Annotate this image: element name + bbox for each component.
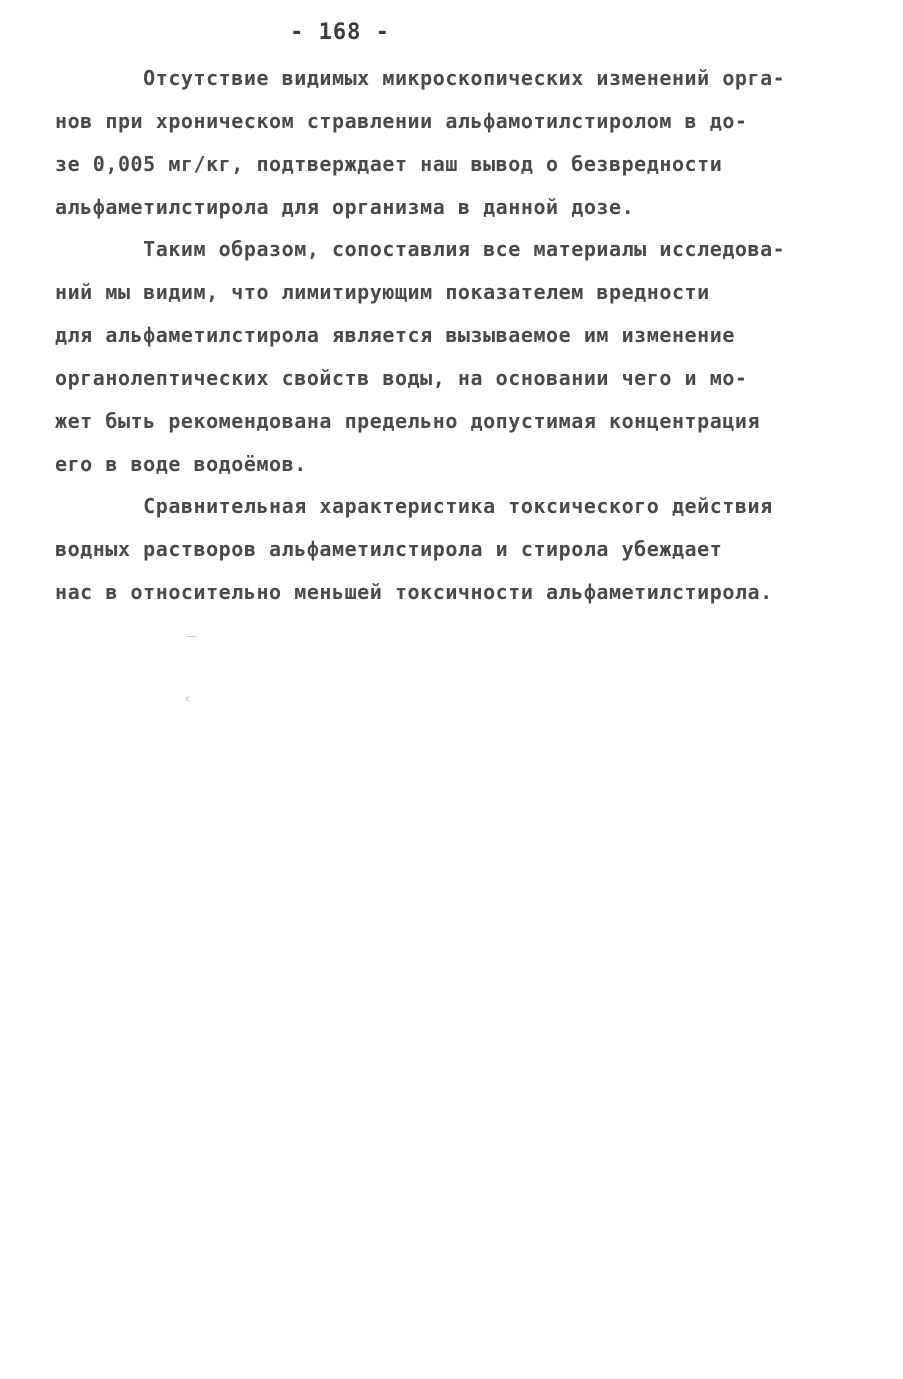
paragraph-line: нас в относительно меньшей токсичности альфаметилстирола. [55, 580, 773, 604]
paragraph-line: водных растворов альфаметилстирола и стирола убеждает [55, 537, 723, 561]
paragraph-line: зе 0,005 мг/кг, подтверждает наш вывод о безвредности [55, 152, 723, 176]
paragraph-line: альфаметилстирола для организма в данной дозе. [55, 195, 635, 219]
paragraph-line: его в воде водоёмов. [55, 452, 307, 476]
paragraph-line: Сравнительная характеристика токсического действия [55, 494, 773, 518]
paragraph-line: ний мы видим, что лимитирующим показателем вредности [55, 280, 710, 304]
paragraph-line: Отсутствие видимых микроскопических изменений орга- [55, 66, 786, 90]
paragraph-2 [55, 228, 855, 486]
paragraph-line: для альфаметилстирола является вызываемое им изменение [55, 323, 735, 347]
page-number: - 168 - [290, 20, 390, 45]
paragraph-line: нов при хроническом стравлении альфамотилстиролом в до- [55, 109, 748, 133]
paragraph-1 [55, 57, 855, 229]
paragraph-3 [55, 485, 855, 614]
paragraph-line: жет быть рекомендована предельно допустимая концентрация [55, 409, 761, 433]
paragraph-line: органолептических свойств воды, на основании чего и мо- [55, 366, 748, 390]
scan-speck: ‒ [187, 626, 197, 645]
paragraph-line: Таким образом, сопоставлия все материалы исследова- [55, 237, 786, 261]
scan-speck: ᵋ [183, 692, 193, 711]
